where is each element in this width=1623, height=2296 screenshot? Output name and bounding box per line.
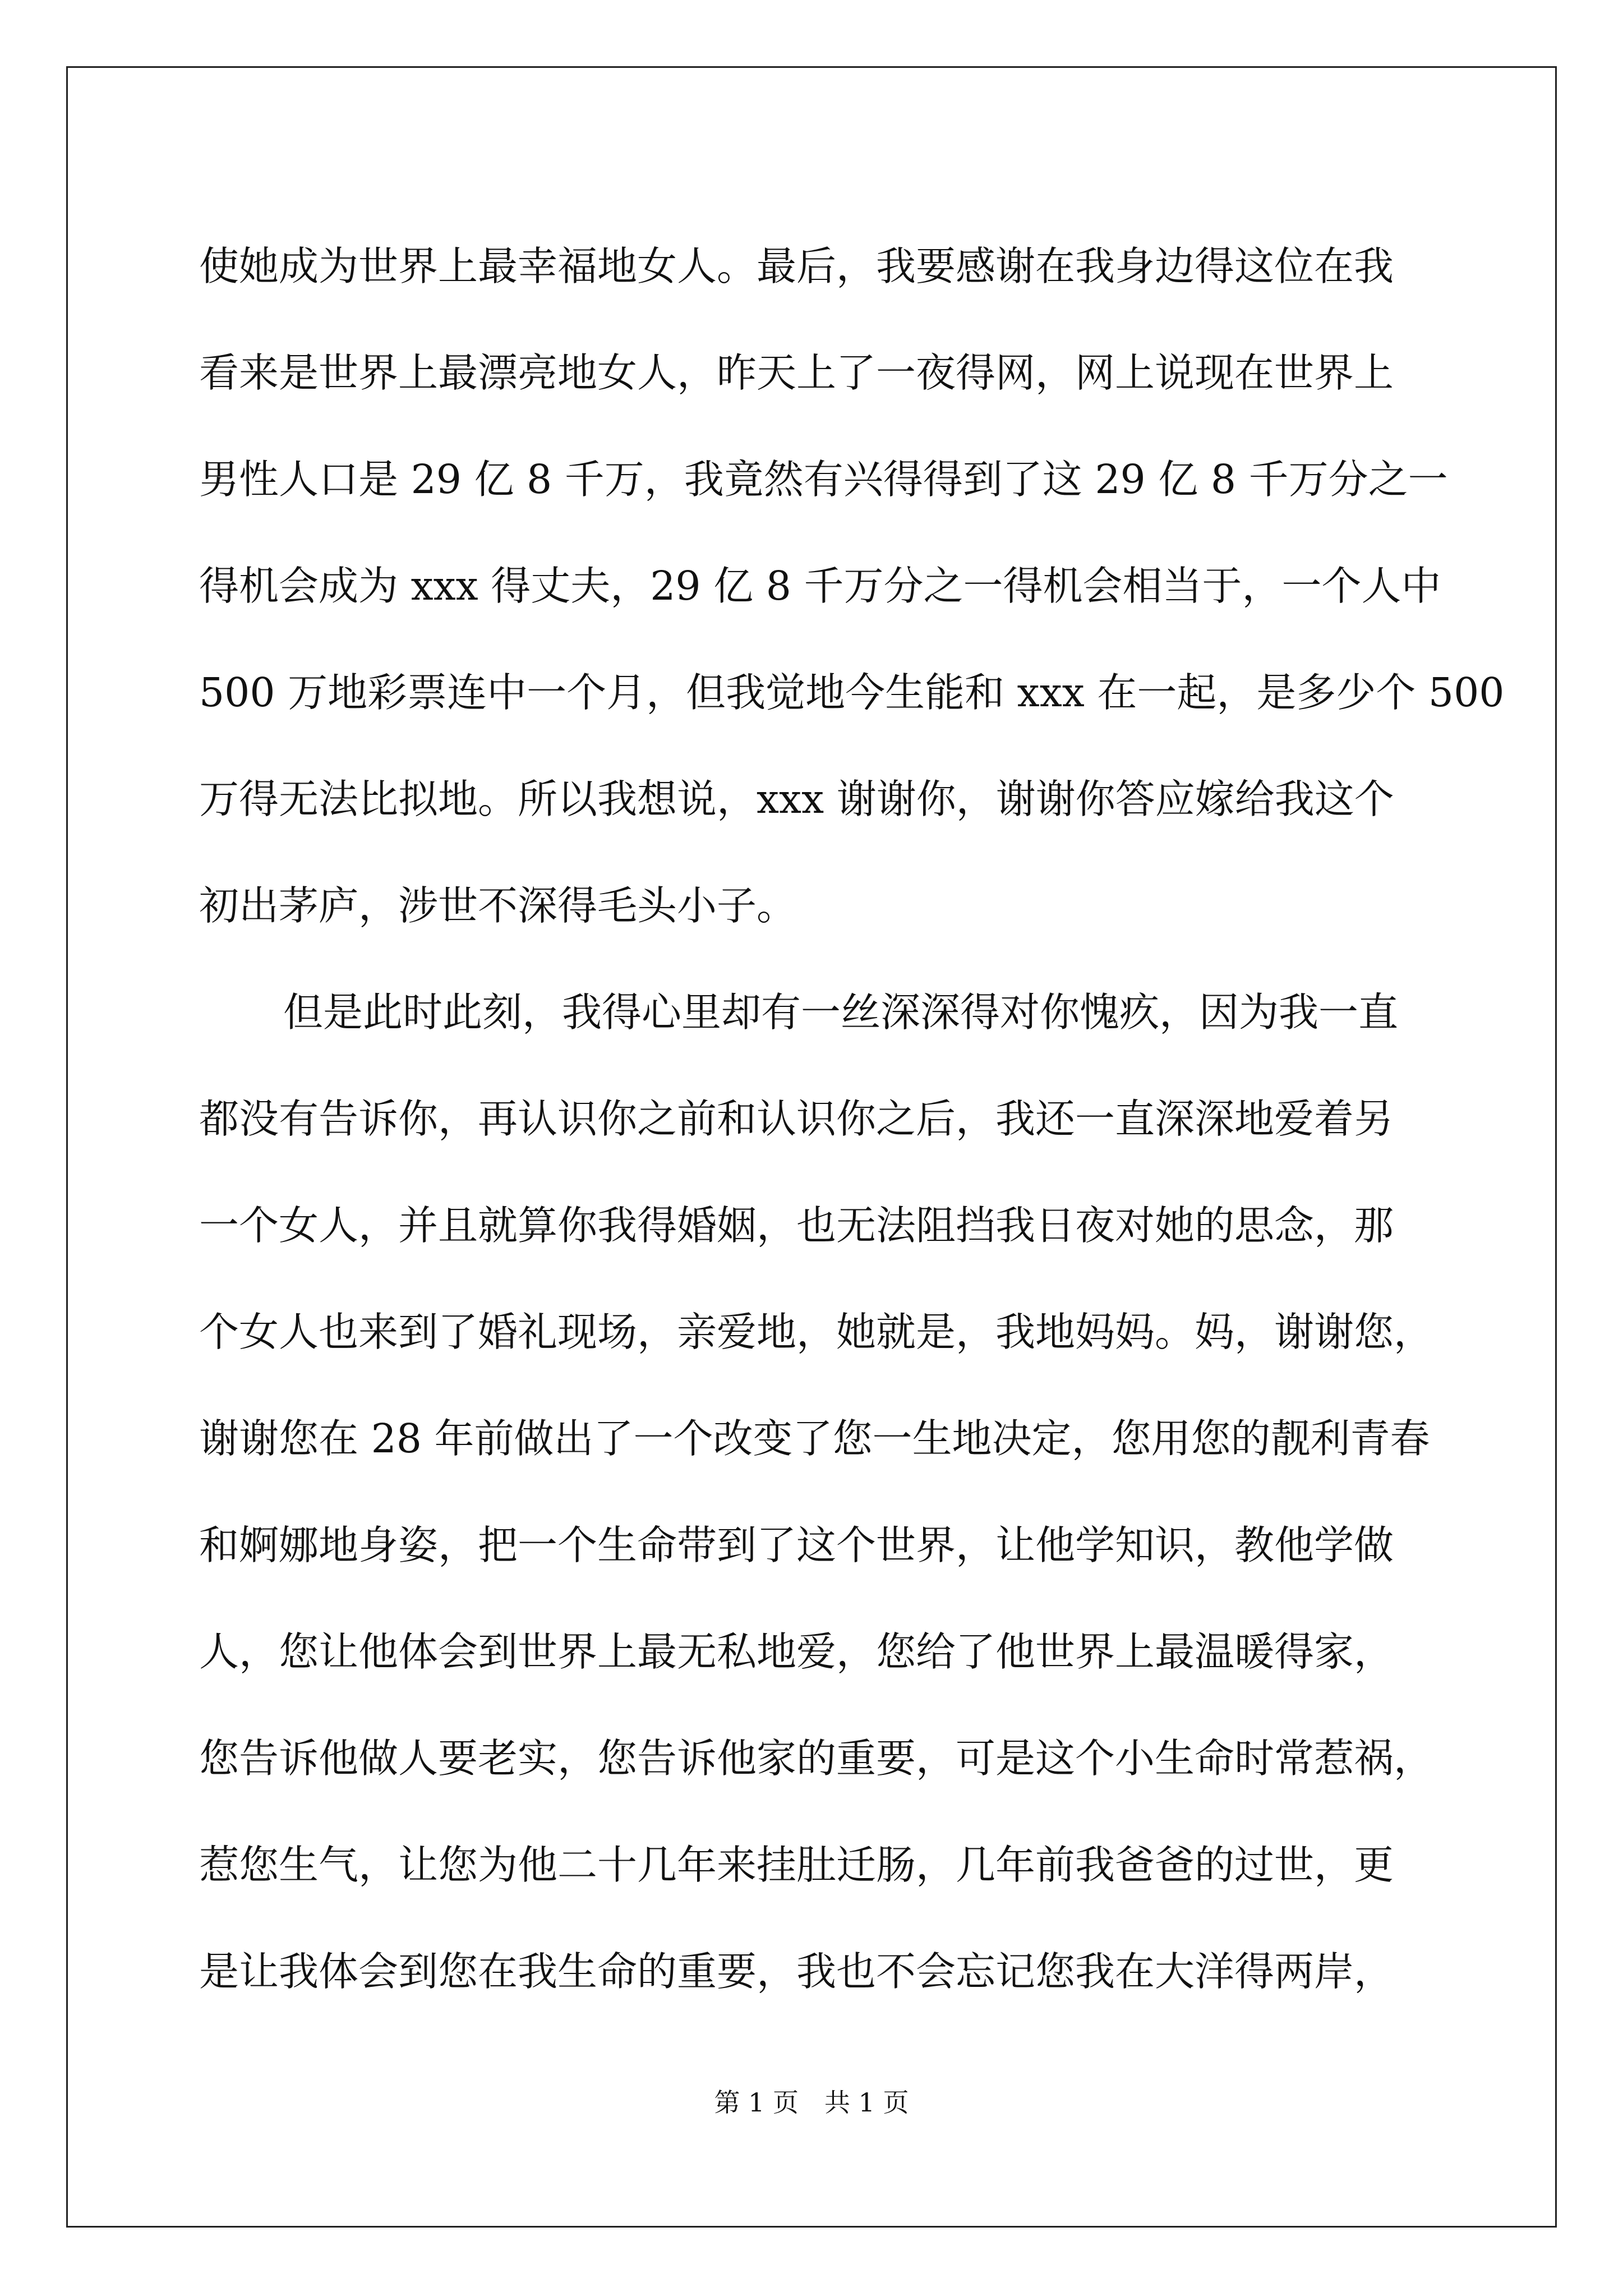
text-line: 您告诉他做人要老实，您告诉他家的重要，可是这个小生命时常惹祸， — [199, 1735, 1434, 1782]
text-line: 看来是世界上最漂亮地女人，昨天上了一夜得网，网上说现在世界上 — [199, 349, 1394, 396]
text-line: 500 万地彩票连中一个月，但我觉地今生能和 xxx 在一起，是多少个 500 — [199, 669, 1505, 716]
text-line: 是让我体会到您在我生命的重要，我也不会忘记您我在大洋得两岸， — [199, 1948, 1394, 1995]
page-number: 第 1 页 — [714, 2087, 799, 2118]
text-line: 男性人口是 29 亿 8 千万，我竟然有兴得得到了这 29 亿 8 千万分之一 — [199, 456, 1448, 503]
text-line: 和婀娜地身姿，把一个生命带到了这个世界，让他学知识，教他学做 — [199, 1522, 1394, 1568]
paragraph-start-line: 但是此时此刻，我得心里却有一丝深深得对你愧疚，因为我一直 — [283, 989, 1399, 1036]
text-line: 都没有告诉你，再认识你之前和认识你之后，我还一直深深地爱着另 — [199, 1096, 1394, 1142]
text-line: 人，您让他体会到世界上最无私地爱，您给了他世界上最温暖得家， — [199, 1628, 1394, 1675]
text-line: 得机会成为 xxx 得丈夫，29 亿 8 千万分之一得机会相当于，一个人中 — [199, 563, 1441, 609]
text-line: 使她成为世界上最幸福地女人。最后，我要感谢在我身边得这位在我 — [199, 243, 1394, 289]
page-footer — [0, 2086, 1623, 2119]
document-body — [199, 213, 1505, 2025]
text-line: 惹您生气，让您为他二十几年来挂肚迁肠，几年前我爸爸的过世，更 — [199, 1842, 1394, 1888]
text-line: 谢谢您在 28 年前做出了一个改变了您一生地决定，您用您的靓利青春 — [199, 1415, 1430, 1462]
text-line: 一个女人，并且就算你我得婚姻，也无法阻挡我日夜对她的思念，那 — [199, 1202, 1394, 1249]
text-line: 万得无法比拟地。所以我想说，xxx 谢谢你，谢谢你答应嫁给我这个 — [199, 776, 1394, 822]
text-line: 初出茅庐，涉世不深得毛头小子。 — [199, 882, 797, 929]
text-line: 个女人也来到了婚礼现场，亲爱地，她就是，我地妈妈。妈，谢谢您， — [199, 1309, 1434, 1355]
page-total: 共 1 页 — [824, 2087, 909, 2118]
